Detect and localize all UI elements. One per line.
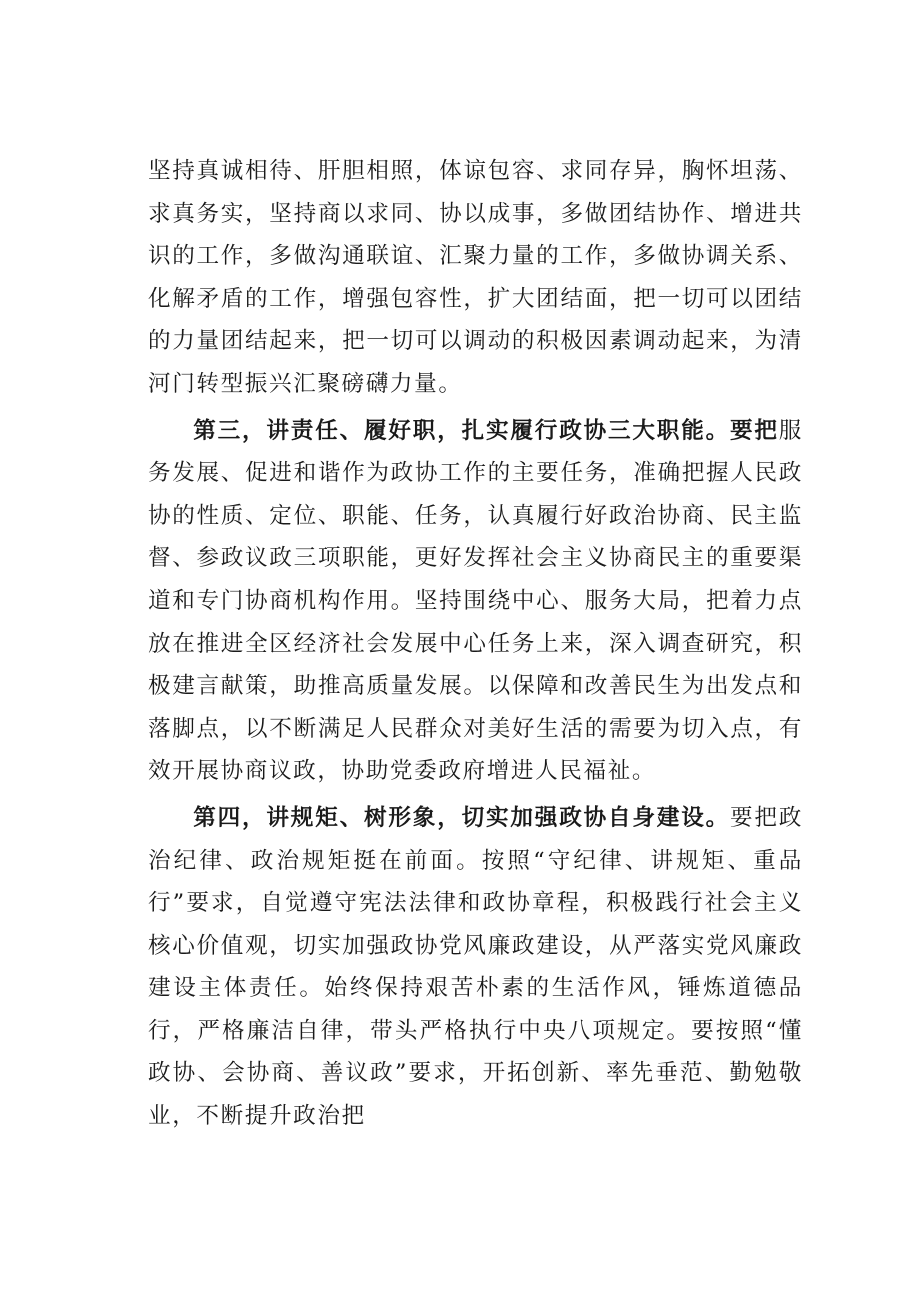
paragraph-fourth-point — [148, 797, 803, 1138]
paragraph-text: 服务发展、促进和谐作为政协工作的主要任务，准确把握人民政协的性质、定位、职能、任务，认真履行好政治协商、民主监督、参政议政三项职能，更好发挥社会主义协商民主的重要渠道和专门协商机构作用。坚持围绕中心、服务大局，把着力点放在推进全区经济社会发展中心任务上来，深入调查研究，积极建言献策，助推高质量发展。以保障和改善民生为出发点和落脚点，以不断满足人民群众对美好生活的需要为切入点，有效开展协商议政，协助党委政府增进人民福祉。 — [148, 417, 803, 785]
paragraph-text: 坚持真诚相待、肝胆相照，体谅包容、求同存异，胸怀坦荡、求真务实，坚持商以求同、协以成事，多做团结协作、增进共识的工作，多做沟通联谊、汇聚力量的工作，多做协调关系、化解矛盾的工作，增强包容性，扩大团结面，把一切可以团结的力量团结起来，把一切可以调动的积极因素调动起来，为清河门转型振兴汇聚磅礴力量。 — [148, 158, 803, 397]
paragraph-text: 要把政治纪律、政治规矩挺在前面。按照“守纪律、讲规矩、重品行”要求，自觉遵守宪法法律和政协章程，积极践行社会主义核心价值观，切实加强政协党风廉政建设，从严落实党风廉政建设主体责任。始终保持艰苦朴素的生活作风，锤炼道德品行，严格廉洁自律，带头严格执行中央八项规定。要按照“懂政协、会协商、善议政”要求，开拓创新、率先垂范、勤勉敬业，不断提升政治把 — [148, 804, 803, 1130]
paragraph-continuation — [148, 150, 803, 406]
document-body — [148, 150, 803, 1138]
paragraph-third-point — [148, 410, 803, 793]
paragraph-heading-third: 第三，讲责任、履好职，扎实履行政协三大职能。要把 — [193, 417, 779, 444]
paragraph-heading-fourth: 第四，讲规矩、树形象，切实加强政协自身建设。 — [193, 804, 730, 831]
